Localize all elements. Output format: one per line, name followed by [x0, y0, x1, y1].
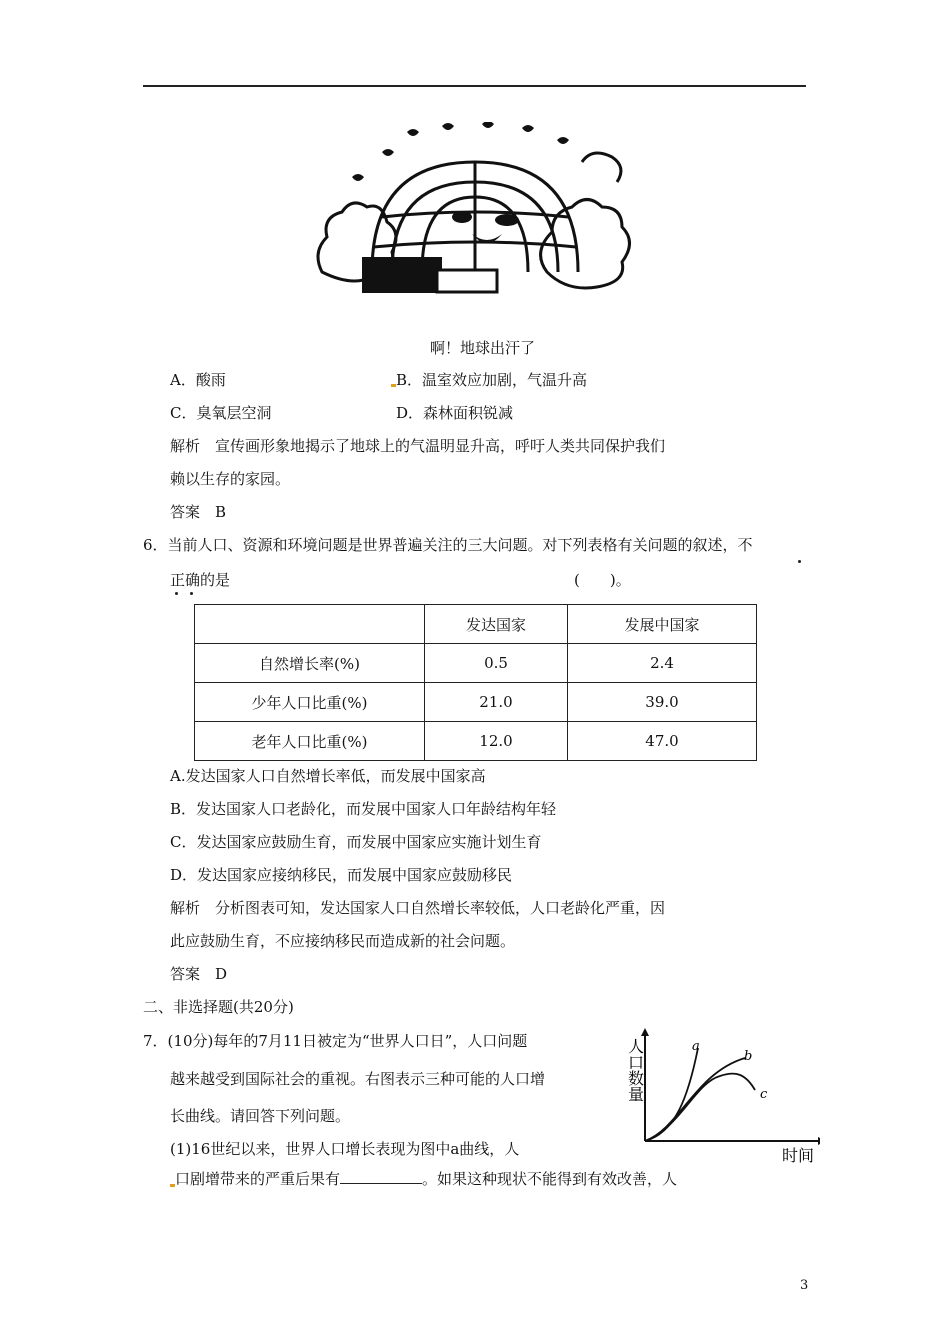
table-cell: 0.5 [425, 644, 568, 683]
q5-option-c: C．臭氧层空洞 [170, 404, 272, 422]
emphasis-dot [190, 592, 193, 595]
q5-option-b: B．温室效应加剧，气温升高 [396, 371, 588, 389]
curve-b [645, 1058, 745, 1141]
q7-line1: 7．(10分)每年的7月11日被定为“世界人口日”，人口问题 [143, 1032, 528, 1050]
table-row [195, 644, 757, 683]
curve-label-b: b [744, 1049, 753, 1064]
table-cell: 47.0 [568, 722, 757, 761]
sweating-earth-cartoon [312, 122, 638, 304]
q6-option-d: D．发达国家应接纳移民，而发展中国家应鼓励移民 [170, 866, 513, 884]
q6-stem-line2: 正确的是 [170, 571, 231, 589]
curve-label-a: a [692, 1039, 700, 1054]
q5-answer: 答案 B [170, 503, 227, 521]
table-cell: 21.0 [425, 683, 568, 722]
y-label-char: 量 [628, 1085, 645, 1104]
q5-analysis-line2: 赖以生存的家园。 [170, 470, 291, 488]
table-header-row [195, 605, 757, 644]
q7-line5-before: 口剧增带来的严重后果有 [175, 1170, 341, 1188]
x-axis-label: 时间 [782, 1146, 815, 1165]
curve-c [645, 1074, 755, 1141]
table-row [195, 683, 757, 722]
q6-answer-paren: ( )。 [574, 571, 631, 589]
q5-option-a: A．酸雨 [170, 371, 226, 389]
population-growth-graph [620, 1028, 820, 1168]
cartoon-caption: 啊！地球出汗了 [430, 339, 536, 357]
x-axis-arrow-icon [818, 1137, 820, 1145]
q6-stem-line1: 6．当前人口、资源和环境问题是世界普遍关注的三大问题。对下列表格有关问题的叙述，不 [143, 536, 753, 554]
table-cell: 39.0 [568, 683, 757, 722]
page-number: 3 [800, 1278, 809, 1293]
y-label-char: 口 [628, 1053, 645, 1072]
q6-answer: 答案 D [170, 965, 228, 983]
answer-blank [340, 1169, 422, 1184]
table-cell: 老年人口比重(%) [195, 722, 425, 761]
q6-option-c: C．发达国家应鼓励生育，而发展中国家应实施计划生育 [170, 833, 542, 851]
q7-line2: 越来越受到国际社会的重视。右图表示三种可能的人口增 [170, 1070, 546, 1088]
q6-analysis-line2: 此应鼓励生育，不应接纳移民而造成新的社会问题。 [170, 932, 516, 950]
table-header-cell [195, 605, 425, 644]
emphasis-dot [798, 560, 801, 563]
y-axis-arrow-icon [641, 1028, 649, 1036]
q6-option-b: B．发达国家人口老龄化，而发展中国家人口年龄结构年轻 [170, 800, 557, 818]
table-cell: 2.4 [568, 644, 757, 683]
q7-line5-after: 。如果这种现状不能得到有效改善，人 [422, 1170, 678, 1188]
table-cell: 自然增长率(%) [195, 644, 425, 683]
table-header-cell: 发达国家 [425, 605, 568, 644]
q7-line4: (1)16世纪以来，世界人口增长表现为图中a曲线，人 [170, 1140, 520, 1158]
q6-analysis-line1: 解析 分析图表可知，发达国家人口自然增长率较低，人口老龄化严重，因 [170, 899, 666, 917]
emphasis-dot [175, 592, 178, 595]
y-label-char: 数 [628, 1069, 645, 1088]
curve-a [645, 1048, 698, 1141]
table-cell: 少年人口比重(%) [195, 683, 425, 722]
q7-line5 [175, 1169, 677, 1189]
curve-label-c: c [760, 1087, 768, 1102]
header-rule [143, 85, 806, 87]
q6-option-a: A.发达国家人口自然增长率低，而发展中国家高 [170, 767, 486, 785]
table-cell: 12.0 [425, 722, 568, 761]
q5-option-d: D．森林面积锐减 [396, 404, 514, 422]
population-table [194, 604, 757, 761]
table-row [195, 722, 757, 761]
q7-line3: 长曲线。请回答下列问题。 [170, 1107, 351, 1125]
y-label-char: 人 [628, 1037, 645, 1056]
section-heading: 二、非选择题(共20分) [143, 998, 294, 1016]
q5-analysis-line1: 解析 宣传画形象地揭示了地球上的气温明显升高，呼吁人类共同保护我们 [170, 437, 666, 455]
table-header-cell: 发展中国家 [568, 605, 757, 644]
